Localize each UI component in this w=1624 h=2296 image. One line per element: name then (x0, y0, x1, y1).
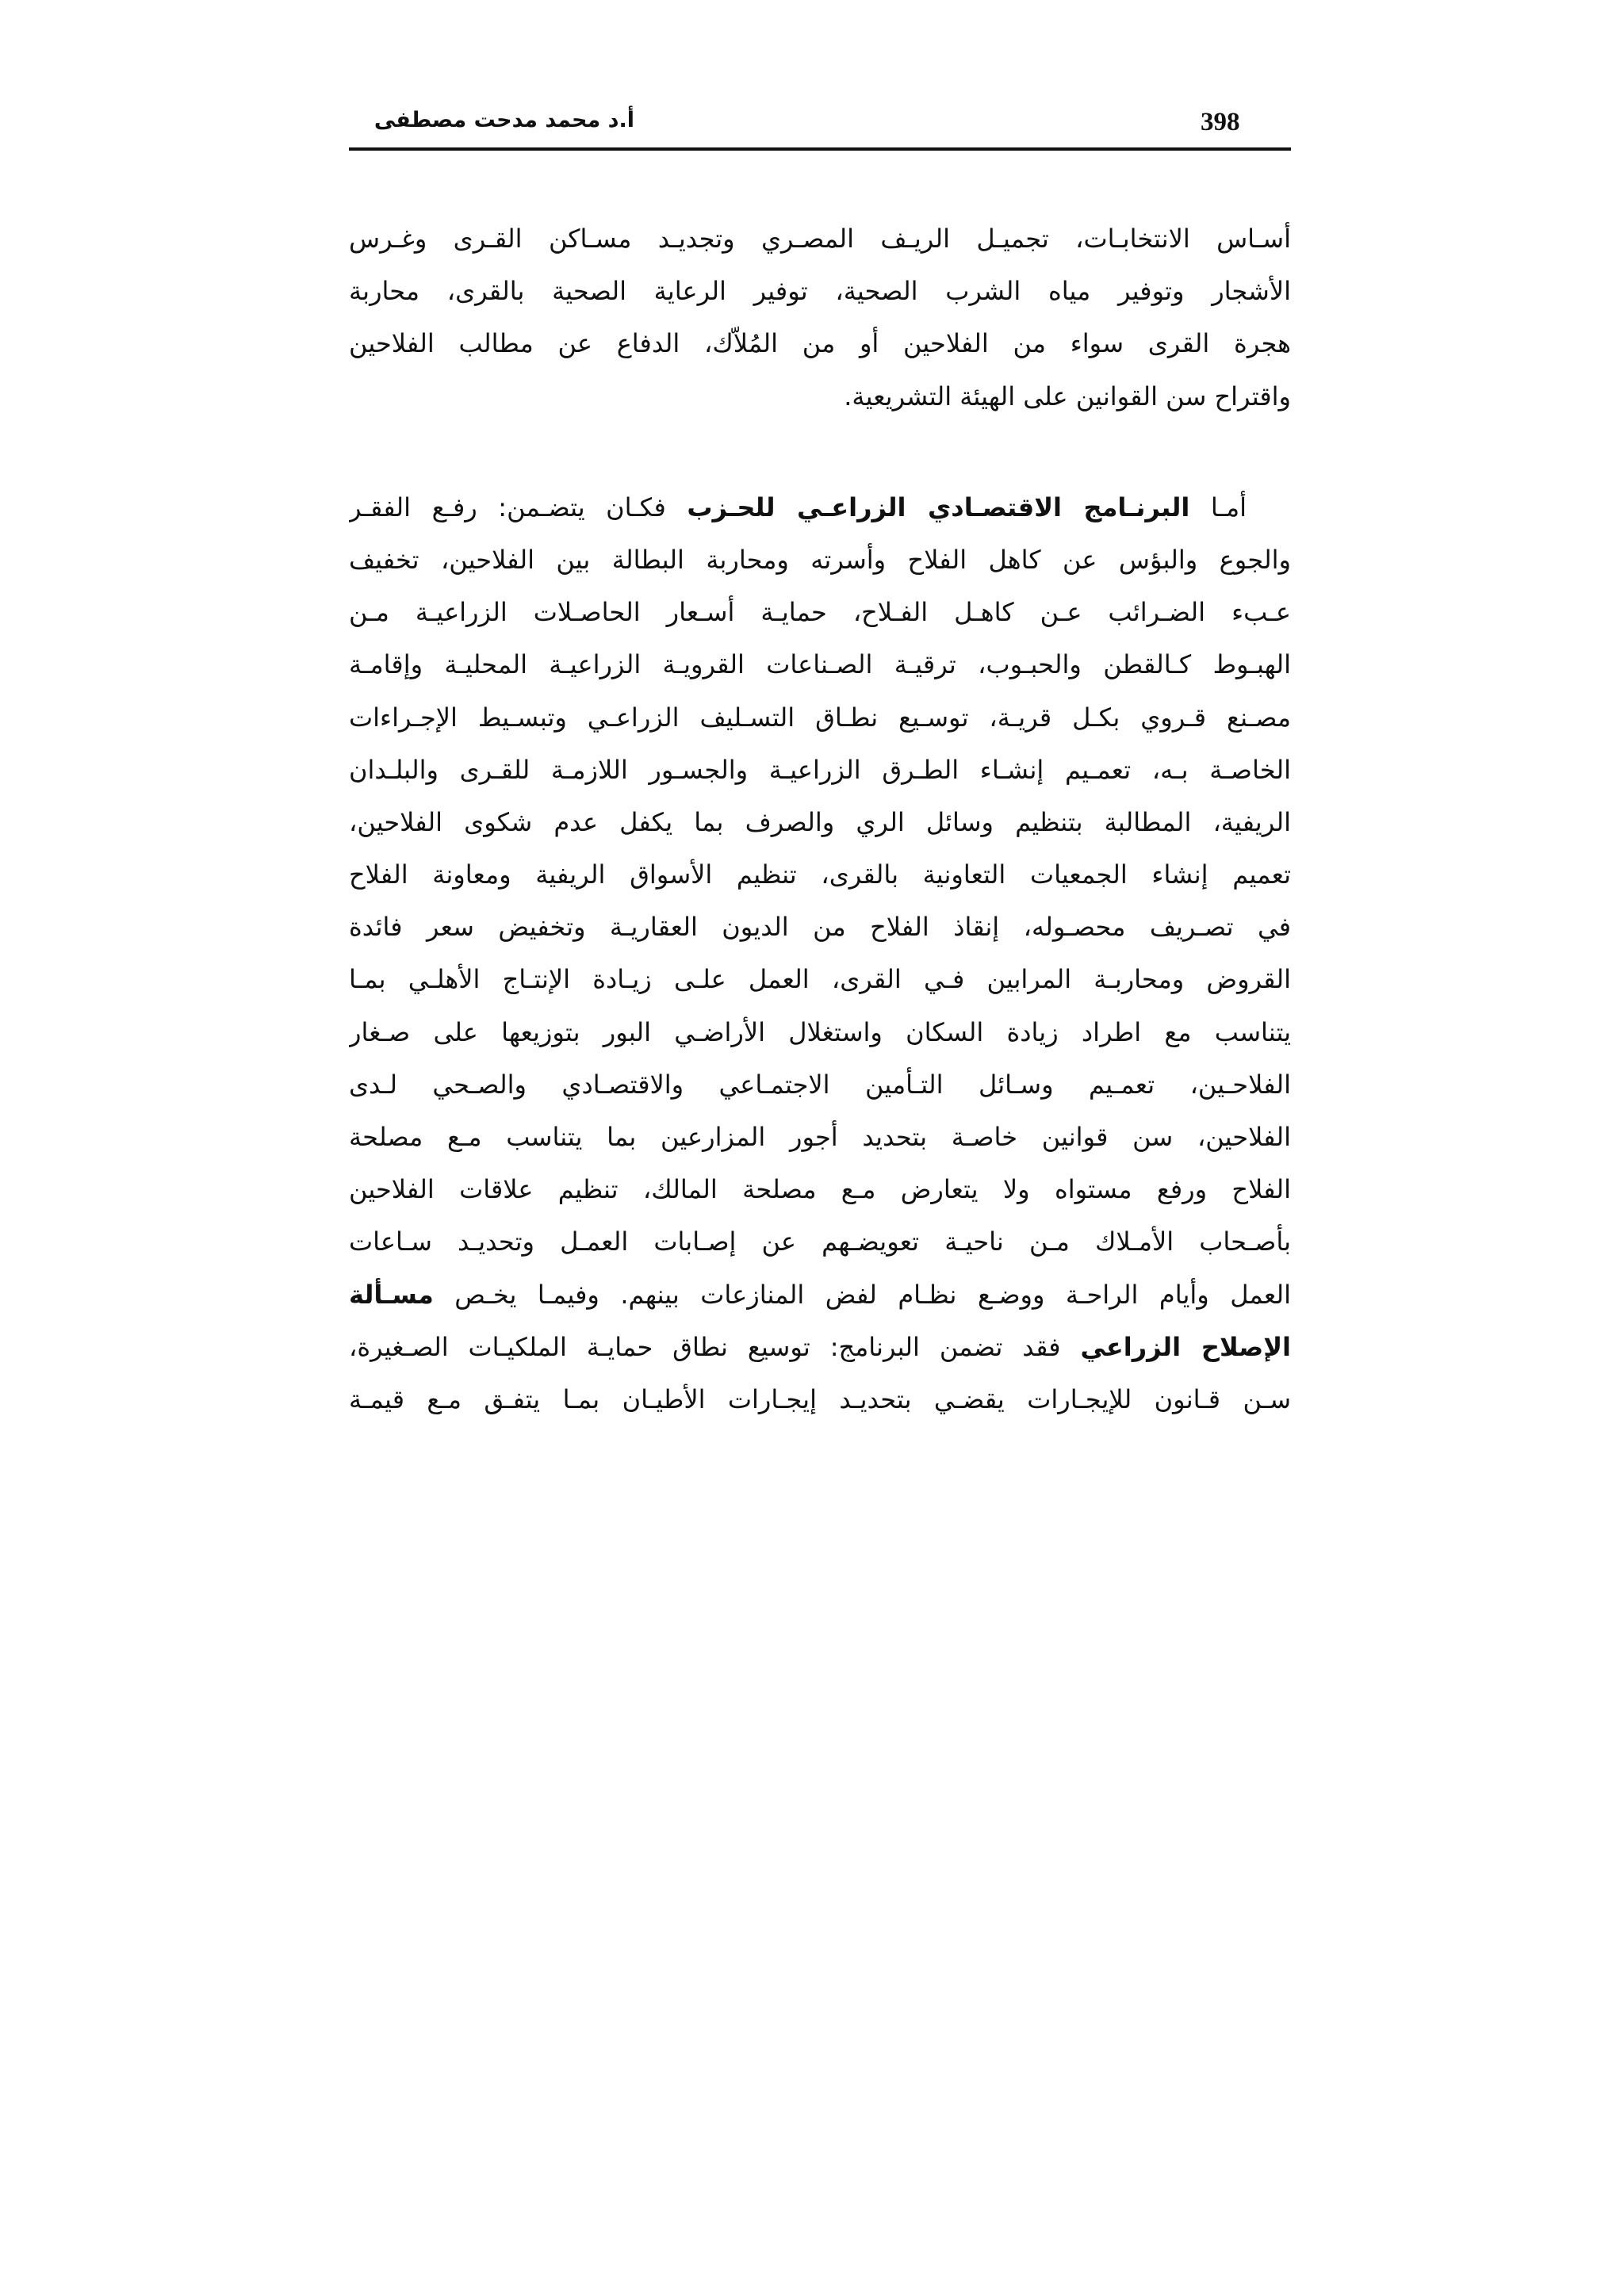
text-segment: أمـا (1210, 492, 1247, 522)
text-line: سـن قـانون للإيجـارات يقضـي بتحديـد إيجـارات الأطيـان بمـا يتفـق مـع قيمـة (349, 1383, 1291, 1414)
text-line: عـبء الضـرائب عـن كاهـل الفـلاح، حمايـة أسـعار الحاصـلات الزراعيـة مـن (349, 597, 1291, 628)
page-number: 398 (1201, 108, 1240, 136)
text-line (349, 1321, 1291, 1373)
text-segment: فقد تضمن البرنامج: توسيع نطاق حمايـة الملكيـات الصـغيرة، (349, 1331, 1061, 1362)
text-line: والجوع والبؤس عن كاهل الفلاح وأسرته ومحاربة البطالة بين الفلاحين، تخفيف (349, 544, 1291, 575)
text-line: بأصـحاب الأمـلاك مـن ناحيـة تعويضـهم عن إصـابات العمـل وتحديـد سـاعات (349, 1226, 1291, 1257)
running-header (349, 101, 1291, 149)
text-line: الهبـوط كـالقطن والحبـوب، ترقيـة الصـناعات القرويـة الزراعيـة المحليـة وإقامـة (349, 649, 1291, 680)
text-line: الفلاحين، سن قوانين خاصـة بتحديد أجور المزارعين بما يتناسب مـع مصلحة (349, 1122, 1291, 1152)
text-line (349, 481, 1291, 534)
text-line: الفلاحـين، تعمـيم وسـائل التـأمين الاجتمـاعي والاقتصـادي والصـحي لـدى (349, 1069, 1291, 1100)
bold-phrase-question: مسـألة (349, 1279, 434, 1310)
text-line: الريفية، المطالبة بتنظيم وسائل الري والصرف بما يكفل عدم شكوى الفلاحين، (349, 806, 1291, 837)
text-line (349, 1269, 1291, 1321)
text-line: الأشجار وتوفير مياه الشرب الصحية، توفير الرعاية الصحية بالقرى، محاربة (349, 276, 1291, 307)
text-line: واقتراح سن القوانين على الهيئة التشريعية. (844, 381, 1291, 411)
text-segment: فكـان يتضـمن: رفـع الفقـر (349, 492, 666, 522)
paragraph-gap (349, 423, 1291, 481)
text-line: هجرة القرى سواء من الفلاحين أو من المُلاّك، الدفاع عن مطالب الفلاحين (349, 328, 1291, 359)
text-line: مصـنع قـروي بكـل قريـة، توسـيع نطـاق التسـليف الزراعـي وتبسـيط الإجـراءات (349, 702, 1291, 733)
body-text (349, 212, 1291, 1425)
paragraph-1 (349, 212, 1291, 423)
bold-phrase-agricultural-program: البرنـامج الاقتصـادي الزراعـي للحـزب (687, 492, 1190, 522)
text-line: أسـاس الانتخابـات، تجميـل الريـف المصـري وتجديـد مسـاكن القـرى وغـرس (349, 224, 1291, 254)
bold-phrase-agrarian-reform: الإصلاح الزراعي (1080, 1331, 1291, 1362)
paragraph-2 (349, 481, 1291, 1425)
text-line: القروض ومحاربـة المرابين فـي القرى، العمل علـى زيـادة الإنتـاج الأهلـي بمـا (349, 964, 1291, 995)
text-line: يتناسب مع اطراد زيادة السكان واستغلال الأراضـي البور بتوزيعها على صـغار (349, 1016, 1291, 1047)
header-rule (349, 147, 1291, 151)
author-name: أ.د محمد مدحت مصطفى (373, 108, 634, 132)
text-segment: العمل وأيام الراحـة ووضـع نظـام لفض المنازعات بينهم. وفيمـا يخـص (454, 1279, 1291, 1310)
text-line: في تصـريف محصـوله، إنقاذ الفلاح من الديون العقاريـة وتخفيض سعر فائدة (349, 912, 1291, 943)
text-line: تعميم إنشاء الجمعيات التعاونية بالقرى، تنظيم الأسواق الريفية ومعاونة الفلاح (349, 859, 1291, 890)
text-line: الخاصـة بـه، تعمـيم إنشـاء الطـرق الزراعيـة والجسـور اللازمـة للقـرى والبلـدان (349, 754, 1291, 785)
text-line: الفلاح ورفع مستواه ولا يتعارض مـع مصلحة المالك، تنظيم علاقات الفلاحين (349, 1174, 1291, 1205)
